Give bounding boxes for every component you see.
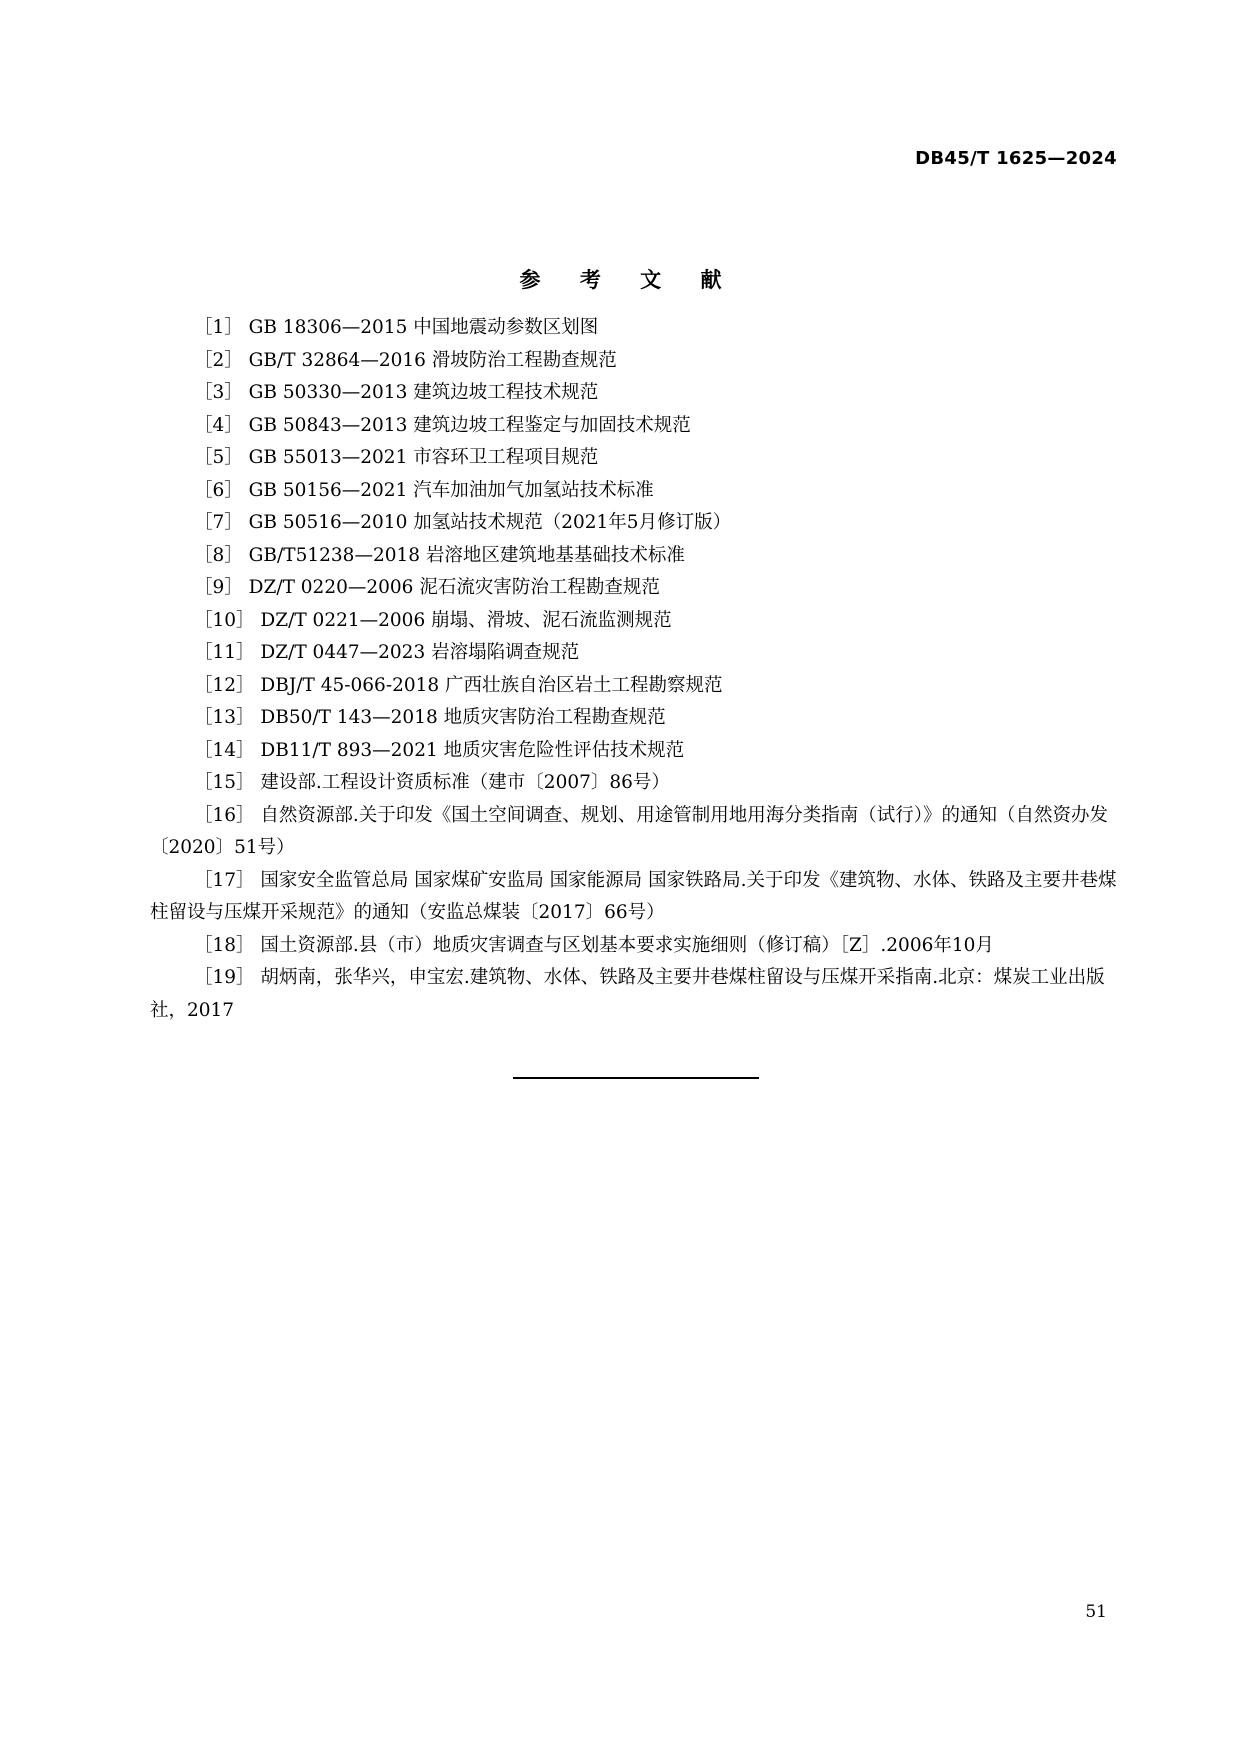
reference-item-3: ［3］ GB 50330—2013 建筑边坡工程技术规范 — [194, 382, 599, 403]
reference-item-5: ［5］ GB 55013—2021 市容环卫工程项目规范 — [194, 447, 599, 468]
reference-item-18: ［18］ 国土资源部.县（市）地质灾害调查与区划基本要求实施细则（修订稿）［Z］.2006年10月 — [194, 934, 994, 956]
reference-item-10: ［10］ DZ/T 0221—2006 崩塌、滑坡、泥石流监测规范 — [194, 609, 672, 631]
page-title: 参 考 文 献 — [519, 268, 738, 292]
reference-item-2: ［2］ GB/T 32864—2016 滑坡防治工程勘查规范 — [194, 349, 617, 371]
reference-item-14: ［14］ DB11/T 893—2021 地质灾害危险性评估技术规范 — [194, 739, 685, 761]
reference-item-13: ［13］ DB50/T 143—2018 地质灾害防治工程勘查规范 — [194, 707, 666, 728]
reference-item-15: ［15］ 建设部.工程设计资质标准（建市〔2007〕86号） — [194, 772, 670, 793]
reference-list — [150, 312, 1118, 1027]
reference-item-4: ［4］ GB 50843—2013 建筑边坡工程鉴定与加固技术规范 — [194, 414, 691, 436]
standard-code: DB45/T 1625—2024 — [915, 148, 1117, 169]
reference-item-9: ［9］ DZ/T 0220—2006 泥石流灾害防治工程勘查规范 — [194, 577, 660, 598]
reference-item-7: ［7］ GB 50516—2010 加氢站技术规范（2021年5月修订版） — [194, 512, 732, 533]
end-divider — [513, 1077, 759, 1079]
reference-item-8: ［8］ GB/T51238—2018 岩溶地区建筑地基基础技术标准 — [194, 544, 685, 566]
reference-item-11: ［11］ DZ/T 0447—2023 岩溶塌陷调查规范 — [194, 642, 580, 663]
reference-item-17: ［17］ 国家安全监管总局 国家煤矿安监局 国家能源局 国家铁路局.关于印发《建筑物、水体、铁路及主要井巷煤柱留设与压煤开采规范》的通知（安监总煤装〔2017〕66号） — [150, 869, 1117, 923]
reference-item-6: ［6］ GB 50156—2021 汽车加油加气加氢站技术标准 — [194, 479, 654, 501]
reference-item-1: ［1］ GB 18306—2015 中国地震动参数区划图 — [194, 317, 599, 338]
reference-item-12: ［12］ DBJ/T 45-066-2018 广西壮族自治区岩土工程勘察规范 — [194, 674, 723, 696]
page-number: 51 — [1085, 1602, 1107, 1622]
reference-item-16: ［16］ 自然资源部.关于印发《国土空间调查、规划、用途管制用地用海分类指南（试行）》的通知（自然资办发〔2020〕51号） — [150, 804, 1109, 858]
reference-item-19: ［19］ 胡炳南，张华兴，申宝宏.建筑物、水体、铁路及主要井巷煤柱留设与压煤开采指南.北京：煤炭工业出版社，2017 — [150, 967, 1105, 1021]
